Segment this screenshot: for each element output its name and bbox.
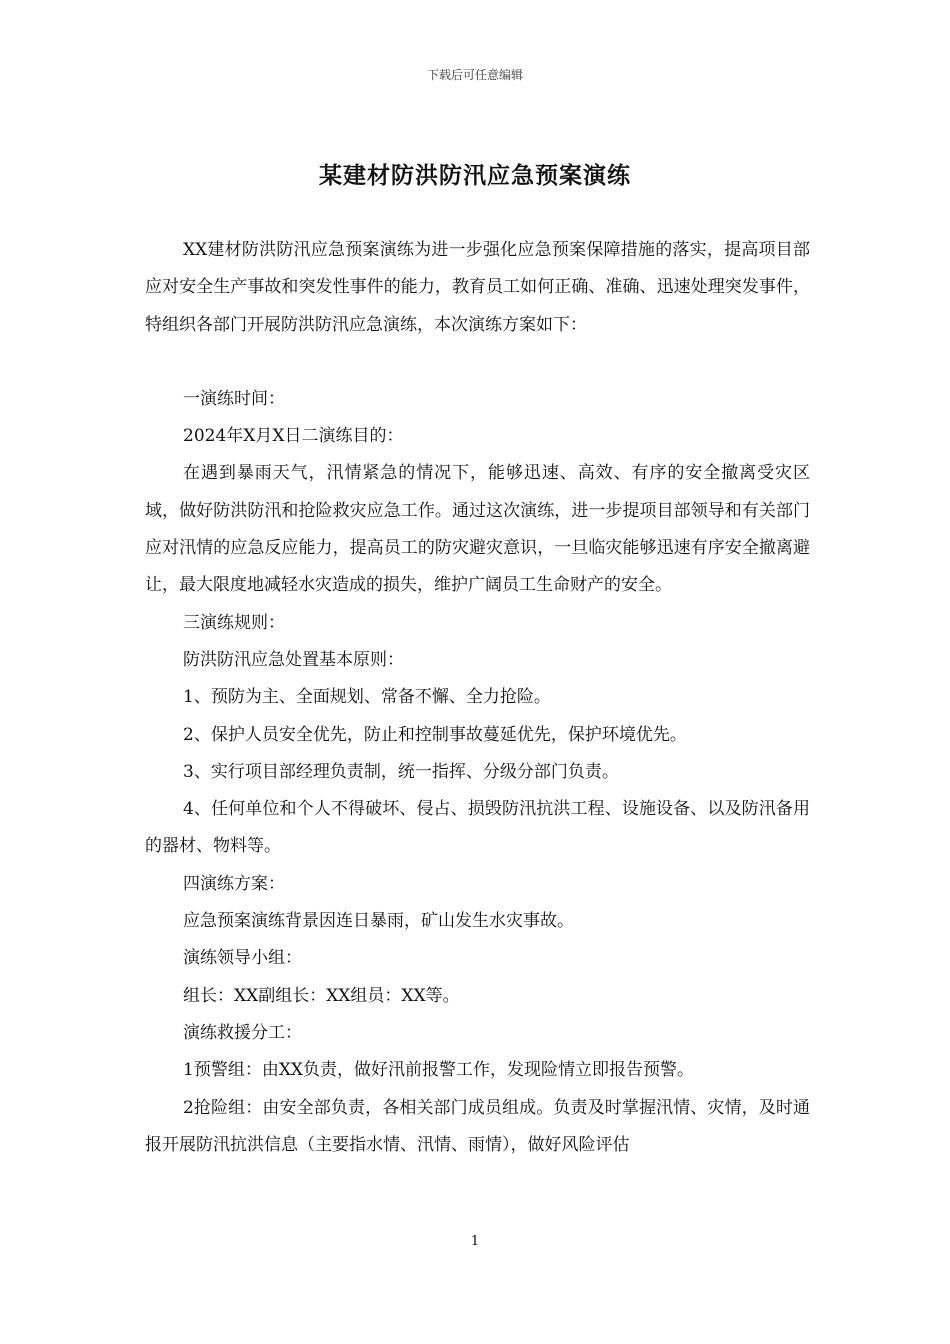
paragraph-principles-heading: 防洪防汛应急处置基本原则：	[183, 649, 404, 670]
paragraph-section-plan: 四演练方案：	[183, 873, 285, 894]
paragraph-intro: XX建材防洪防汛应急预案演练为进一步强化应急预案保障措施的落实，提高项目部应对安全生产事故和突发性事件的能力，教育员工如何正确、准确、迅速处理突发事件，特组织各部门开展防洪防汛应急演练，本次演练方案如下：	[145, 240, 810, 335]
page-number: 1	[470, 1234, 480, 1249]
paragraph-date-purpose: 2024年X月X日二演练目的：	[183, 426, 404, 447]
paragraph-division-rescue: 2抢险组：由安全部负责，各相关部门成员组成。负责及时掌握汛情、灾情，及时通报开展防汛抗洪信息（主要指水情、汛情、雨情），做好风险评估	[145, 1097, 810, 1155]
header-note: 下载后可任意编辑	[426, 68, 523, 82]
paragraph-plan-background: 应急预案演练背景因连日暴雨，矿山发生水灾事故。	[183, 911, 574, 932]
paragraph-principle-3: 3、实行项目部经理负责制，统一指挥、分级分部门负责。	[183, 761, 619, 782]
paragraph-division-heading: 演练救援分工：	[183, 1022, 302, 1043]
paragraph-division-warning: 1预警组：由XX负责，做好汛前报警工作，发现险情立即报告预警。	[183, 1060, 695, 1081]
paragraph-section-rules: 三演练规则：	[183, 612, 285, 633]
paragraph-principle-4: 4、任何单位和个人不得破坏、侵占、损毁防汛抗洪工程、设施设备、以及防汛备用的器材、物料等。	[145, 799, 810, 857]
document-body	[145, 232, 810, 1164]
paragraph-leadership-members: 组长：XX副组长：XX组员：XX等。	[183, 985, 460, 1006]
paragraph-leadership-heading: 演练领导小组：	[183, 948, 302, 969]
paragraph-purpose-body: 在遇到暴雨天气，汛情紧急的情况下，能够迅速、高效、有序的安全撤离受灾区域，做好防洪防汛和抢险救灾应急工作。通过这次演练，进一步提项目部领导和有关部门应对汛情的应急反应能力，提高员工的防灾避灾意识，一旦临灾能够迅速有序安全撤离避让，最大限度地减轻水灾造成的损失，维护广阔员工生命财产的安全。	[145, 463, 810, 596]
document-title: 某建材防洪防汛应急预案演练	[319, 162, 631, 189]
paragraph-section-time: 一演练时间：	[183, 388, 285, 409]
paragraph-principle-2: 2、保护人员安全优先，防止和控制事故蔓延优先，保护环境优先。	[183, 724, 687, 745]
paragraph-principle-1: 1、预防为主、全面规划、常备不懈、全力抢险。	[183, 687, 551, 708]
